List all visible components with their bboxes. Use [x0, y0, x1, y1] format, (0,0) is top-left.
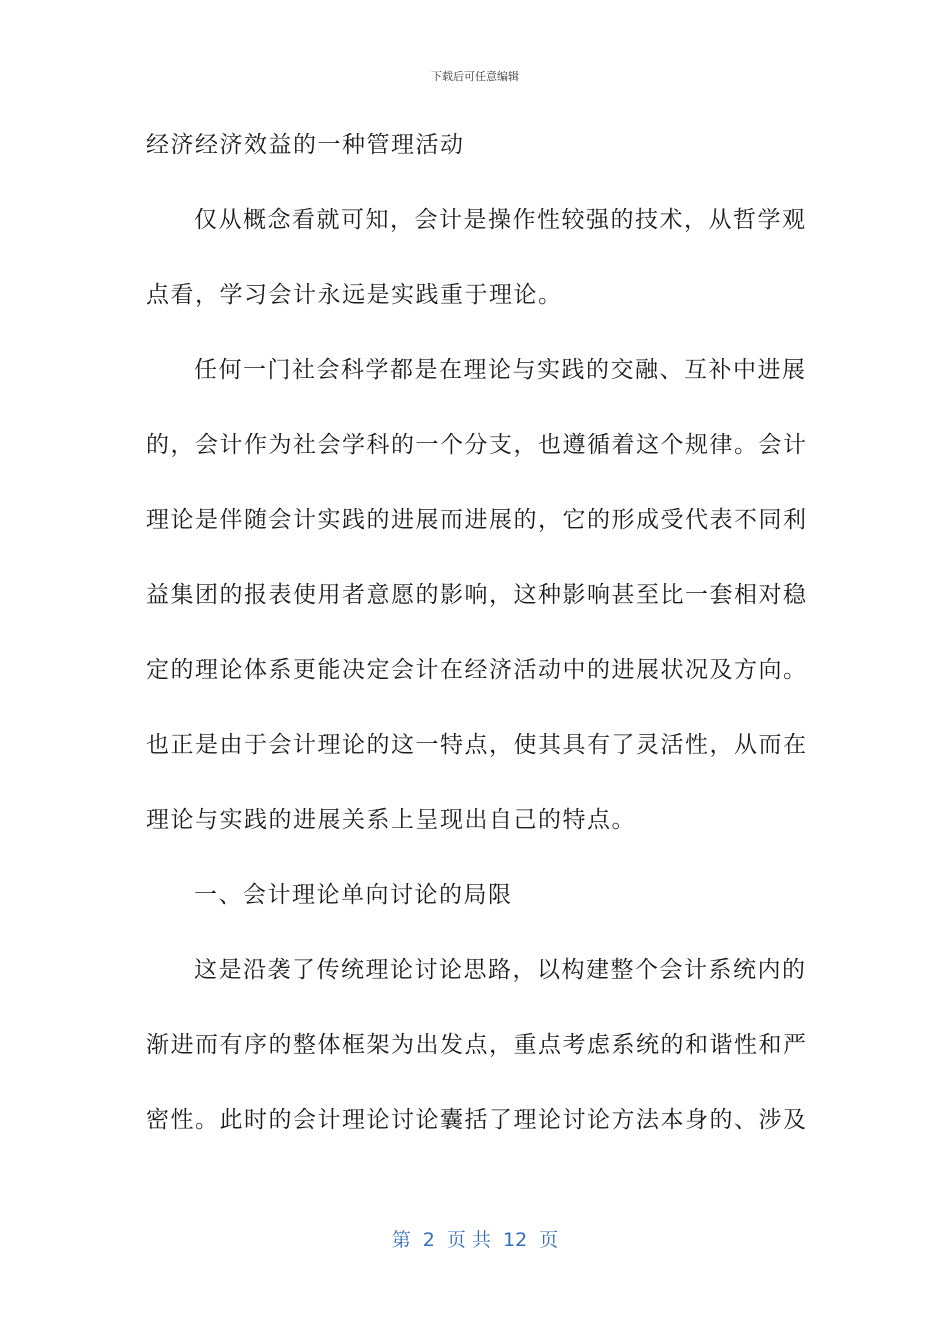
text-line: 也正是由于会计理论的这一特点，使其具有了灵活性，从而在 [146, 732, 808, 758]
text-line: 定的理论体系更能决定会计在经济活动中的进展状况及方向。 [146, 657, 808, 683]
text-line: 密性。此时的会计理论讨论囊括了理论讨论方法本身的、涉及 [146, 1107, 808, 1133]
text-line: 理论是伴随会计实践的进展而进展的，它的形成受代表不同利 [146, 507, 808, 533]
page-number-footer: 第 2 页 共 12 页 [391, 1229, 559, 1251]
text-line: 点看，学习会计永远是实践重于理论。 [146, 282, 563, 308]
text-line: 经济经济效益的一种管理活动 [146, 132, 465, 158]
paragraph-start-line: 仅从概念看就可知，会计是操作性较强的技术，从哲学观 [194, 207, 807, 233]
paragraph-start-line: 任何一门社会科学都是在理论与实践的交融、互补中进展 [194, 357, 807, 383]
text-line: 理论与实践的进展关系上呈现出自己的特点。 [146, 807, 636, 833]
header-note: 下载后可任意编辑 [431, 70, 519, 83]
text-line: 的，会计作为社会学科的一个分支，也遵循着这个规律。会计 [146, 432, 808, 458]
document-body [146, 119, 808, 1169]
section-heading: 一、会计理论单向讨论的局限 [194, 882, 513, 908]
paragraph-start-line: 这是沿袭了传统理论讨论思路，以构建整个会计系统内的 [194, 957, 807, 983]
text-line: 渐进而有序的整体框架为出发点，重点考虑系统的和谐性和严 [146, 1032, 808, 1058]
text-line: 益集团的报表使用者意愿的影响，这种影响甚至比一套相对稳 [146, 582, 808, 608]
